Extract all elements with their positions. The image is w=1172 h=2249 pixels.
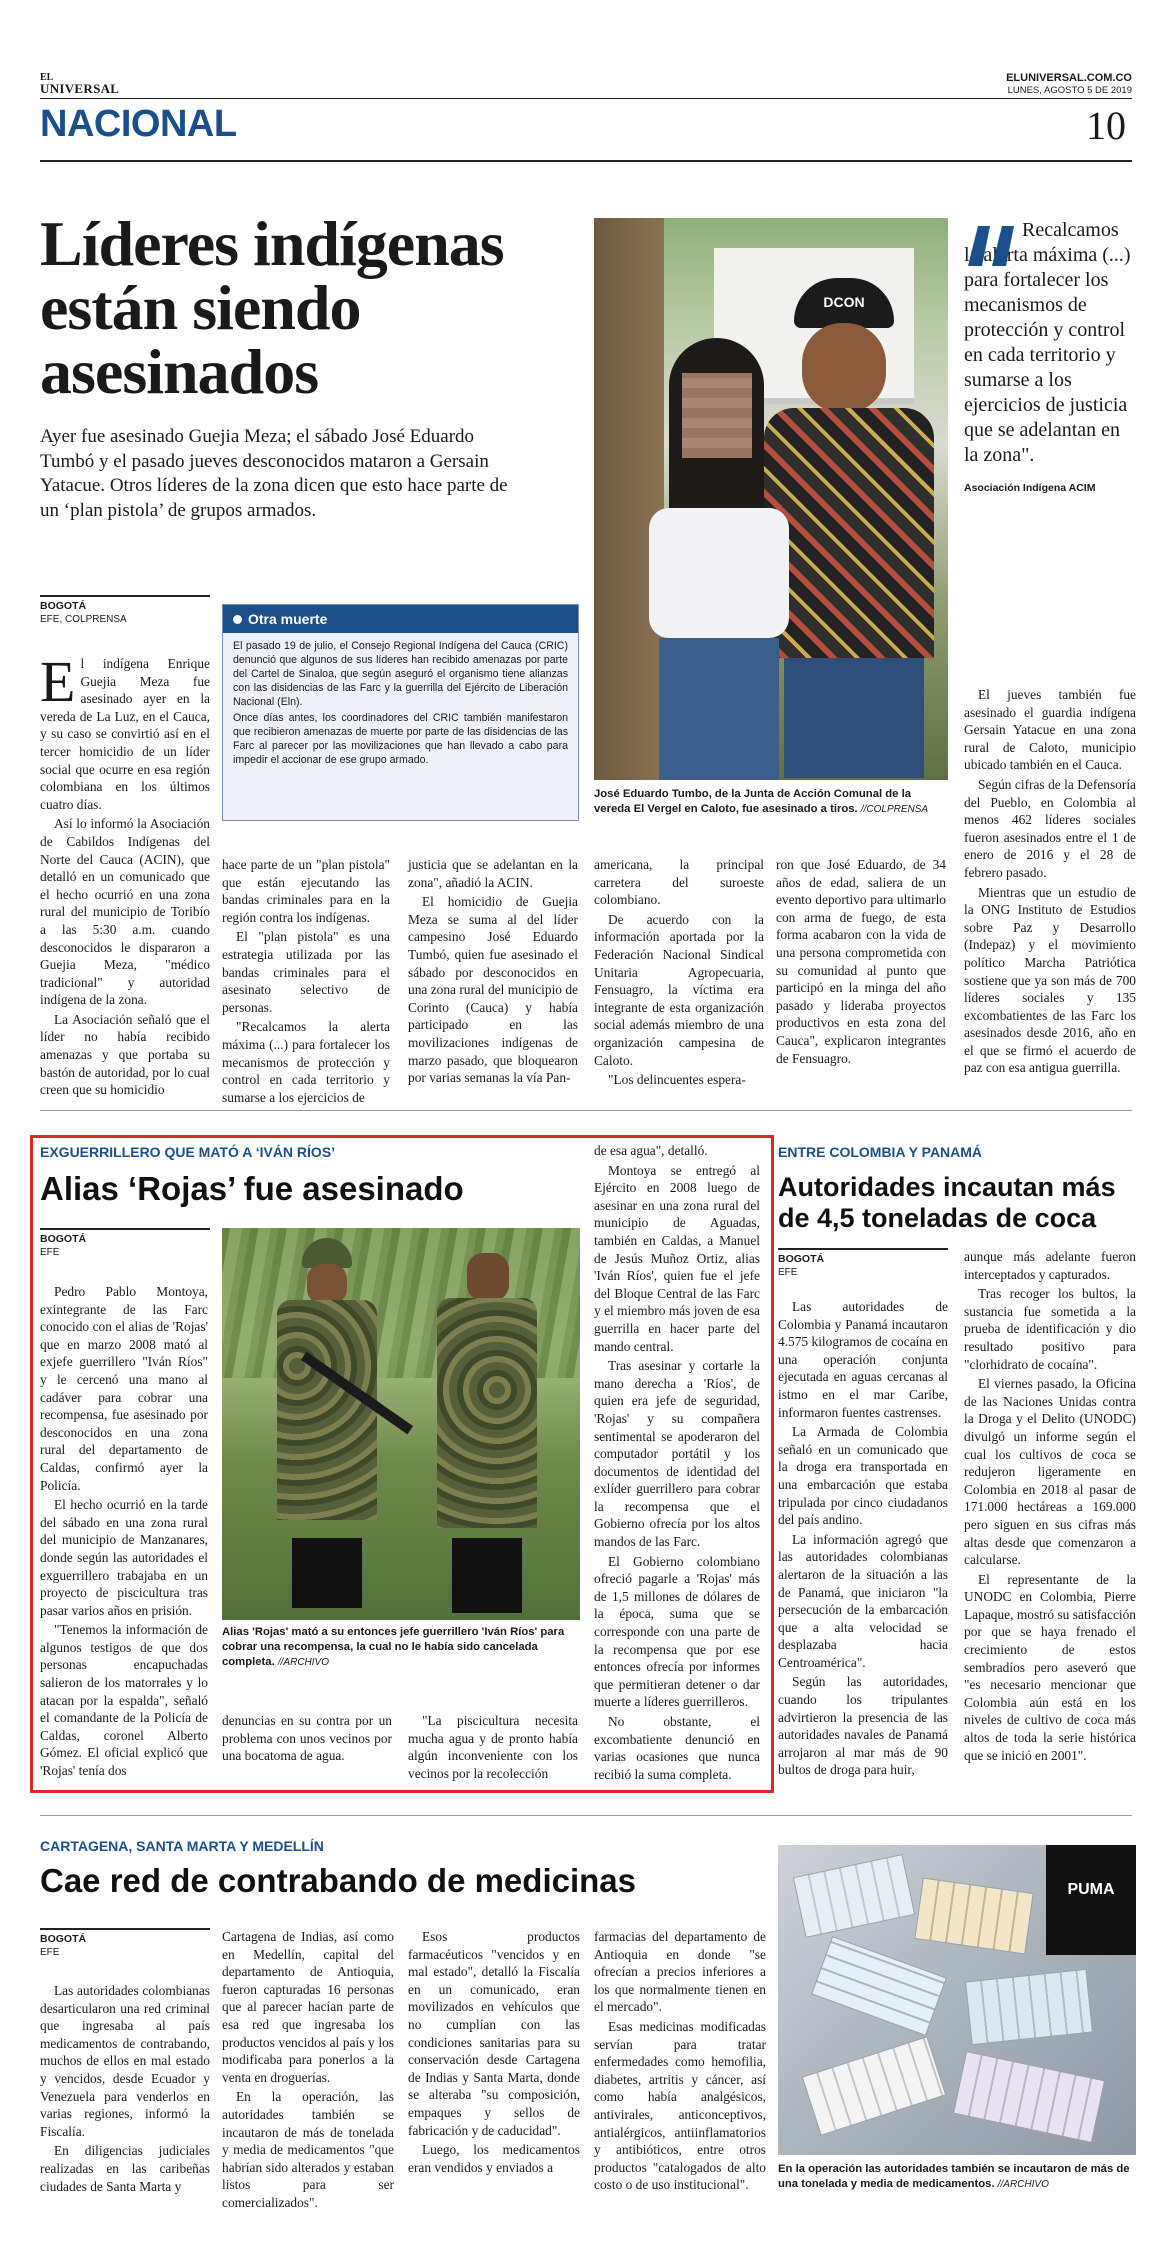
coca-col-2	[964, 1248, 1136, 1766]
rojas-col-2	[222, 1712, 392, 1767]
quote-text: Recalcamos la alerta máxima (...) para fortalecer los mecanismos de protección y control en cada territorio y sumarse a los ejercicios de justicia que se adelantan en la zona".	[964, 219, 1131, 466]
caption-text: Alias 'Rojas' mató a su entonces jefe guerrillero 'Iván Ríos' para cobrar una recompensa, la cual no le había sido cancelada completa.	[222, 1626, 565, 1668]
pill-pack	[953, 2051, 1105, 2143]
paragraph: Tras asesinar y cortarle la mano derecha a 'Ríos', de quien era jefe de seguridad, 'Rojas' y su compañera sentimental se apoderaron del computador portátil y los documentos de identidad del exlíder guerrillero para cobrar la recompensa que el Gobierno ofrecía por los altos mandos de las Farc.	[594, 1358, 760, 1550]
paragraph: Las autoridades de Colombia y Panamá incautaron 4.575 kilogramos de cocaína en una operación conjunta ejecutada en aguas cercanas al istmo en el mar Caribe, informaron fuentes castrenses.	[778, 1299, 948, 1420]
rojas-byline	[40, 1228, 210, 1259]
bullet-icon	[233, 615, 242, 624]
byline-place: BOGOTÁ	[40, 595, 210, 613]
woman-figure	[634, 338, 804, 780]
lead-col-5	[776, 856, 946, 1069]
paragraph: La información agregó que las autoridades colombianas alertaron de la situación a las de Panamá, que iniciaron "la persecución de la embarcación que a alta velocidad se desplazaba hacia Centroamérica".	[778, 1531, 948, 1670]
sidebar-body	[223, 633, 578, 773]
paragraph: El jueves también fue asesinado el guardia indígena Gersain Yatacue en una zona rural de Caloto, municipio ubicado también en el Cauca.	[964, 687, 1136, 773]
paragraph: El "plan pistola" es una estrategia utilizada por las bandas criminales para el asesinato selectivo de personas.	[222, 929, 390, 1015]
lead-col-6	[964, 686, 1136, 1079]
rojas-photo	[222, 1228, 580, 1620]
masthead-rule	[40, 98, 1132, 99]
soldier-face	[307, 1264, 347, 1304]
boots	[292, 1538, 362, 1608]
photo-credit: //COLPRENSA	[860, 804, 929, 815]
lead-col-4	[594, 856, 764, 1091]
caption-text: José Eduardo Tumbo, de la Junta de Acción Comunal de la vereda El Vergel en Caloto, fue asesinado a tiros.	[594, 788, 911, 815]
lead-col-2	[222, 856, 390, 1108]
coca-byline	[778, 1248, 948, 1279]
paragraph: Tras recoger los bultos, la sustancia fue sometida a la prueba de identificación y dio resultado positivo para "clorhidrato de cocaína".	[964, 1286, 1136, 1372]
paragraph: De acuerdo con la información aportada por la Federación Nacional Sindical Unitaria Agropecuaria, Fensuagro, la víctima era integrante de esta organización social además miembro de una organización campesina de Caloto.	[594, 911, 764, 1068]
paragraph: Esas medicinas modificadas servían para tratar enfermedades como hemofilia, diabetes, artritis y cáncer, así como había analgésicos, antivirales, anticonceptivos, antialérgicos, antiinflamatorios y antibióticos, entre otros productos "catalogados de alto costo o de uso institucional".	[594, 2018, 766, 2193]
medicinas-kicker: CARTAGENA, SANTA MARTA Y MEDELLÍN	[40, 1838, 324, 1854]
soldier-uniform	[277, 1300, 377, 1520]
photo-credit: //ARCHIVO	[277, 1657, 329, 1668]
paragraph: Así lo informó la Asociación de Cabildos Indígenas del Norte del Cauca (ACIN), que detalló en un comunicado que el hecho ocurrió en una zona rural del municipio de Toribío a las 5:30 a.m. cuando desconocidos le dispararon a Guejia Meza, "médico tradicional" y autoridad indígena de la zona.	[40, 816, 210, 1008]
pill-pack	[802, 2036, 947, 2136]
soldier-face	[467, 1253, 509, 1301]
photo-credit: //ARCHIVO	[997, 2179, 1049, 2190]
divider	[40, 1815, 1132, 1816]
paragraph: denuncias en su contra por un problema con unos vecinos por una bocatoma de agua.	[222, 1713, 392, 1764]
medicinas-col-2	[222, 1928, 394, 2214]
coca-headline: Autoridades incautan más de 4,5 toneladas de coca	[778, 1172, 1116, 1233]
paragraph: La Asociación señaló que el líder no había recibido amenazas y que portaba su bastón de autoridad, por lo cual creen que su homicidio	[40, 1011, 210, 1098]
paragraph: El viernes pasado, la Oficina de las Naciones Unidas contra la Droga y el Delito (UNODC) divulgó un informe según el cual los cultivos de coca se redujeron ligeramente en Colombia en 2018 al pasar de 171.000 hectáreas a 169.000 pero siguen en sus cifras más altas desde que comenzaron a calcularse.	[964, 1376, 1136, 1568]
paragraph: aunque más adelante fueron interceptados y capturados.	[964, 1249, 1136, 1282]
dropcap: E	[40, 649, 76, 714]
paragraph: El homicidio de Guejia Meza se suma al del líder campesino José Eduardo Tumbó, quien fue asesinado el sábado por desconocidos en una zona rural del municipio de Corinto (Cauca) y había participado en las movilizaciones indígenas de marzo pasado, que bloquearon por varias semanas la vía Pan-	[408, 894, 578, 1086]
paragraph: El representante de la UNODC en Colombia, Pierre Lapaque, mostró su satisfacción por que se haya frenado el crecimiento de estos sembradíos pero aseveró que "es necesario mencionar que Colombia aún está en los niveles de cultivo de coca más altos de toda la serie histórica que se inició en 2001".	[964, 1571, 1136, 1763]
pill-pack	[793, 1854, 915, 1938]
pill-pack	[811, 1936, 947, 2036]
rojas-col-3	[408, 1712, 578, 1784]
sidebar-otra-muerte	[222, 604, 579, 821]
paragraph: El hecho ocurrió en la tarde del sábado en una zona rural del municipio de Manzanares, donde según las autoridades el exguerrillero trabajaba en un proyecto de piscicultura tras pasar varios años en prisión.	[40, 1497, 208, 1618]
paragraph: Esos productos farmacéuticos "vencidos y en mal estado", detalló la Fiscalía en un comunicado, eran movilizados en vehículos que no cumplían con las condiciones sanitarias para su conservación desde Cartagena de Indias y Santa Marta, donde se alteraba "su composición, empaques y sellos de fabricación y de caducidad".	[408, 1929, 580, 2138]
lead-photo-caption	[594, 787, 948, 817]
paragraph: El pasado 19 de julio, el Consejo Regional Indígena del Cauca (CRIC) denunció que algunos de sus líderes han recibido amenazas por parte del Cartel de Sinaloa, que según aseguró el organismo tiene alianzas con las disidencias de las Farc y la guerrilla del Ejército de Liberación Nacional (Eln).	[233, 640, 568, 708]
lead-headline: Líderes indígenas están siendo asesinados	[40, 208, 504, 407]
byline-place: BOGOTÁ	[40, 1928, 210, 1946]
byline-place: BOGOTÁ	[778, 1248, 948, 1266]
paragraph: Según las autoridades, cuando los tripulantes advirtieron la presencia de las autoridades navales de Panamá arrojaron al mar más de 90 bultos de droga para huir,	[778, 1674, 948, 1778]
paragraph: "Recalcamos la alerta máxima (...) para fortalecer los mecanismos de protección y control en cada territorio y sumarse a los ejercicios de	[222, 1019, 390, 1105]
paragraph: La Armada de Colombia señaló en un comunicado que la droga era transportada en una embarcación que estaba tripulada por cinco ciudadanos del país andino.	[778, 1424, 948, 1528]
medicinas-col-3	[408, 1928, 580, 2178]
paragraph: Pedro Pablo Montoya, exintegrante de las Farc conocido con el alias de 'Rojas' que en marzo 2008 mató al exjefe guerrillero "Iván Ríos" y le cercenó una mano al cadáver para cobrar una recompensa, fue asesinado por desconocidos en una zona rural del departamento de Caldas, confirmó ayer la Policía.	[40, 1284, 208, 1493]
paragraph: El Gobierno colombiano ofreció pagarle a 'Rojas' más de 1,5 millones de dólares de la época, suma que se corresponde con una parte de la recompensa que por ese entonces ofrecía por informes que permitieran detener o dar muerte a líderes guerrilleros.	[594, 1553, 760, 1710]
paragraph: farmacias del departamento de Antioquia en donde "se ofrecían a precios inferiores a los que normalmente tienen en el mercado".	[594, 1929, 766, 2015]
paragraph: Las autoridades colombianas desarticularon una red criminal que ingresaba al país medicamentos de contrabando, muchos de ellos en mal estado y vencidos, desde Ecuador y Venezuela para venderlos en varias regiones, informó la Fiscalía.	[40, 1983, 210, 2139]
paragraph: ron que José Eduardo, de 34 años de edad, saliera de un evento deportivo para ultimarlo con arma de fuego, de esta forma acabaron con la vida de una persona comprometida con su comunidad al punto que participó en la minga del año pasado y lideraba proyectos productivos en esta zona del Cauca", explicaron integrantes de Fensuagro.	[776, 857, 946, 1066]
woman-top	[649, 508, 789, 638]
soldier-right	[432, 1253, 542, 1613]
paragraph: "Tenemos la información de algunos testigos de que dos personas encapuchadas salieron de los matorrales y lo atacan por la espalda", señaló el comandante de la Policía de Caldas, coronel Alberto Gómez. El oficial explicó que 'Rojas' tenía dos	[40, 1622, 208, 1779]
paragraph: Cartagena de Indias, así como en Medellín, capital del departamento de Antioquia, fueron capturadas 16 personas que al parecer hacían parte de esa red que ingresaba los productos vencidos al país y los modificaba para ponerlos a la venta en droguerías.	[222, 1929, 394, 2085]
paragraph: "La piscicultura necesita mucha agua y de pronto había algún inconveniente con los vecinos por la recolección	[408, 1713, 578, 1781]
rojas-col-1	[40, 1283, 208, 1782]
divider	[40, 1110, 1132, 1111]
man-jeans	[784, 658, 924, 778]
boots	[452, 1538, 522, 1613]
site-url: ELUNIVERSAL.COM.CO	[1006, 72, 1132, 84]
quote-mark-icon	[964, 222, 1016, 266]
pixelated-face	[682, 373, 752, 458]
medicinas-photo	[778, 1845, 1136, 2155]
byline-place: BOGOTÁ	[40, 1228, 210, 1246]
paragraph: de esa agua", detalló.	[594, 1143, 708, 1158]
lead-photo	[594, 218, 948, 780]
lead-col-1	[40, 649, 210, 1101]
pull-quote	[964, 218, 1136, 494]
byline-agency: EFE	[40, 1247, 60, 1258]
lead-byline	[40, 595, 210, 626]
rojas-kicker: EXGUERRILLERO QUE MATÓ A ‘IVÁN RÍOS’	[40, 1144, 336, 1160]
sidebar-title: Otra muerte	[248, 611, 328, 627]
rojas-col-4	[594, 1142, 760, 1785]
sidebar-header	[223, 605, 578, 633]
paragraph: Según cifras de la Defensoría del Pueblo, en Colombia al menos 462 líderes sociales fueron asesinados entre el 1 de enero de 2016 y el 28 de febrero pasado.	[964, 776, 1136, 880]
man-face	[802, 323, 886, 413]
bag: PUMA	[1046, 1845, 1136, 1955]
coca-kicker: ENTRE COLOMBIA Y PANAMÁ	[778, 1144, 983, 1160]
paragraph: En la operación, las autoridades también se incautaron de más de tonelada y media de medicamentos "que habrían sido alterados y estaban listos para ser comercializados".	[222, 2089, 394, 2210]
soldier-uniform	[437, 1298, 537, 1528]
paragraph: americana, la principal carretera del suroeste colombiano.	[594, 857, 764, 908]
lead-col-3	[408, 856, 578, 1089]
section-rule	[40, 160, 1132, 162]
logo-line1: EL	[40, 72, 54, 83]
soldier-left	[272, 1238, 382, 1608]
paragraph: "Los delincuentes espera-	[608, 1072, 746, 1088]
paragraph: No obstante, el excombatiente denunció en varias ocasiones que nunca recibió la suma completa.	[594, 1714, 760, 1782]
paragraph: Luego, los medicamentos eran vendidos y enviados a	[408, 2142, 580, 2175]
issue-date: LUNES, AGOSTO 5 DE 2019	[1007, 85, 1132, 96]
cap: DCON	[794, 278, 894, 328]
masthead-logo[interactable]	[40, 72, 119, 94]
byline-agency: EFE, COLPRENSA	[40, 614, 127, 625]
page-number: 10	[1086, 103, 1126, 148]
rojas-photo-caption	[222, 1625, 577, 1670]
coca-col-1	[778, 1298, 948, 1781]
lead-deck: Ayer fue asesinado Guejia Meza; el sábado José Eduardo Tumbó y el pasado jueves desconocidos mataron a Gersain Yatacue. Otros líderes de la zona dicen que esto hace parte de un ‘plan pistola’ de grupos armados.	[40, 426, 508, 521]
medicinas-photo-caption	[778, 2162, 1136, 2192]
woman-jeans	[659, 638, 779, 780]
paragraph: justicia que se adelantan en la zona", añadió la ACIN.	[408, 857, 578, 890]
caption-text: En la operación las autoridades también se incautaron de más de una tonelada y media de medicamentos.	[778, 2163, 1130, 2190]
paragraph: Mientras que un estudio de la ONG Instituto de Estudios sobre Paz y Desarrollo (Indepaz) y el movimiento político Marcha Patriótica sostiene que ya son más de 700 líderes sociales y 135 excombatientes de las Farc los asesinados desde 2016, año en el que se firmó el acuerdo de paz con esa antigua guerrilla.	[964, 884, 1136, 1076]
medicinas-col-1	[40, 1982, 210, 2197]
paragraph: En diligencias judiciales realizadas en las caribeñas ciudades de Santa Marta y	[40, 2143, 210, 2194]
rojas-headline: Alias ‘Rojas’ fue asesinado	[40, 1170, 464, 1207]
paragraph: l indígena Enrique Guejia Meza fue asesinado ayer en la vereda de La Luz, en el Cauca, y su caso se convirtió así en el tercer homicidio de un líder social que ocurre en esa región colombiana en los últimos cuatro días.	[40, 656, 210, 812]
medicinas-col-4	[594, 1928, 766, 2196]
medicinas-headline: Cae red de contrabando de medicinas	[40, 1862, 636, 1899]
byline-agency: EFE	[778, 1267, 798, 1278]
medicinas-byline	[40, 1928, 210, 1959]
quote-source: Asociación Indígena ACIM	[964, 482, 1096, 494]
paragraph: Montoya se entregó al Ejército en 2008 luego de asesinar en una zona rural del municipio de Aguadas, también en Caldas, a Manuel de Jesús Muñoz Ortiz, alias 'Iván Ríos', quien fue el jefe del Bloque Central de las Farc y el miembro más joven de esa guerrilla en hacer parte del mando central.	[594, 1162, 760, 1354]
paragraph: hace parte de un "plan pistola" que están ejecutando las bandas criminales para en la región contra los indígenas.	[222, 857, 390, 925]
pill-pack	[965, 1969, 1093, 2045]
pill-pack	[914, 1878, 1034, 1955]
section-title: NACIONAL	[40, 103, 237, 145]
paragraph: Once días antes, los coordinadores del CRIC también manifestaron que recibieron amenazas de muerte por parte de las disidencias de las Farc al parecer por las movilizaciones que han llevado a cabo para impedir el accionar de ese grupo armado.	[233, 712, 568, 766]
logo-line2: UNIVERSAL	[40, 81, 120, 96]
byline-agency: EFE	[40, 1947, 60, 1958]
